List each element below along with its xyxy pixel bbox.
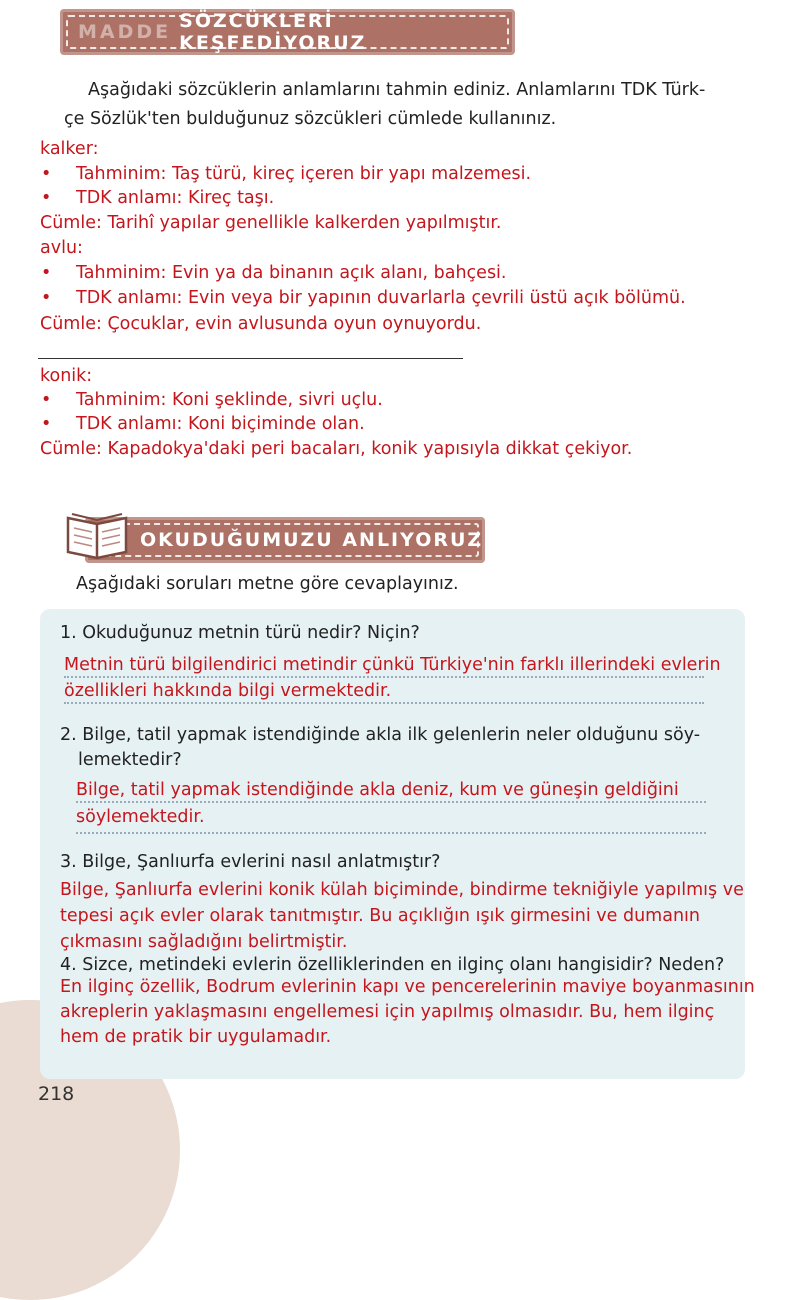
answer-4-line-2: akreplerin yaklaşmasını engellemesi için yapılmış olmasıdır. Bu, hem ilginç <box>60 1002 715 1022</box>
guess-text: • Tahminim: Evin ya da binanın açık alanı, bahçesi. <box>76 263 507 284</box>
answer-line <box>64 702 704 704</box>
banner-title: SÖZCÜKLERİ KEŞFEDİYORUZ <box>179 10 367 54</box>
page-number: 218 <box>38 1083 75 1105</box>
answer-4-line-3: hem de pratik bir uygulamadır. <box>60 1027 332 1047</box>
open-book-icon <box>62 508 132 560</box>
answer-line <box>76 801 706 803</box>
word-heading: kalker: <box>40 139 99 159</box>
banner-title: OKUDUĞUMUZU ANLIYORUZ <box>140 529 484 551</box>
word-heading: konik: <box>40 366 93 386</box>
answer-2-line-2: söylemektedir. <box>76 807 205 827</box>
answer-3-line-1: Bilge, Şanlıurfa evlerini konik külah biçiminde, bindirme tekniğiyle yapılmış ve <box>60 880 744 900</box>
sentence-text: Cümle: Kapadokya'daki peri bacaları, konik yapısıyla dikkat çekiyor. <box>40 439 633 459</box>
answer-1-line-1: Metnin türü bilgilendirici metindir çünkü Türkiye'nin farklı illerindeki evlerin <box>64 655 721 675</box>
answer-line <box>64 676 704 678</box>
section-banner-comprehension <box>85 517 485 563</box>
banner-faded-text: MADDE <box>78 21 172 43</box>
question-4: 4. Sizce, metindeki evlerin özelliklerinden en ilginç olanı hangisidir? Neden? <box>60 955 725 975</box>
question-3: 3. Bilge, Şanlıurfa evlerini nasıl anlatmıştır? <box>60 852 441 872</box>
sentence-text: Cümle: Çocuklar, evin avlusunda oyun oynuyordu. <box>40 314 482 334</box>
tdk-meaning: • TDK anlamı: Koni biçiminde olan. <box>76 414 365 435</box>
question-2-line-2: lemektedir? <box>78 750 182 770</box>
section-banner-vocabulary <box>60 9 515 55</box>
answer-3-line-2: tepesi açık evler olarak tanıtmıştır. Bu açıklığın ışık girmesini ve dumanın <box>60 906 700 926</box>
question-2-line-1: 2. Bilge, tatil yapmak istendiğinde akla ilk gelenlerin neler olduğunu söy- <box>60 725 701 745</box>
question-1: 1. Okuduğunuz metnin türü nedir? Niçin? <box>60 623 420 643</box>
answer-1-line-2: özellikleri hakkında bilgi vermektedir. <box>64 681 392 701</box>
tdk-meaning: • TDK anlamı: Evin veya bir yapının duvarlarla çevrili üstü açık bölümü. <box>76 288 686 309</box>
answer-3-line-3: çıkmasını sağladığını belirtmiştir. <box>60 932 348 952</box>
word-heading: avlu: <box>40 238 83 258</box>
guess-text: • Tahminim: Taş türü, kireç içeren bir yapı malzemesi. <box>76 164 531 185</box>
divider-line <box>38 358 463 359</box>
answer-2-line-1: Bilge, tatil yapmak istendiğinde akla deniz, kum ve güneşin geldiğini <box>76 780 679 800</box>
guess-text: • Tahminim: Koni şeklinde, sivri uçlu. <box>76 390 383 411</box>
tdk-meaning: • TDK anlamı: Kireç taşı. <box>76 188 274 209</box>
answer-line <box>76 832 706 834</box>
instruction-line-1: Aşağıdaki sözcüklerin anlamlarını tahmin ediniz. Anlamlarını TDK Türk- <box>88 80 706 100</box>
sentence-text: Cümle: Tarihî yapılar genellikle kalkerden yapılmıştır. <box>40 213 502 233</box>
instruction-line-2: çe Sözlük'ten bulduğunuz sözcükleri cümlede kullanınız. <box>64 109 557 129</box>
comprehension-instruction: Aşağıdaki soruları metne göre cevaplayınız. <box>76 574 459 594</box>
answer-4-line-1: En ilginç özellik, Bodrum evlerinin kapı ve pencerelerinin maviye boyanmasının <box>60 977 755 997</box>
